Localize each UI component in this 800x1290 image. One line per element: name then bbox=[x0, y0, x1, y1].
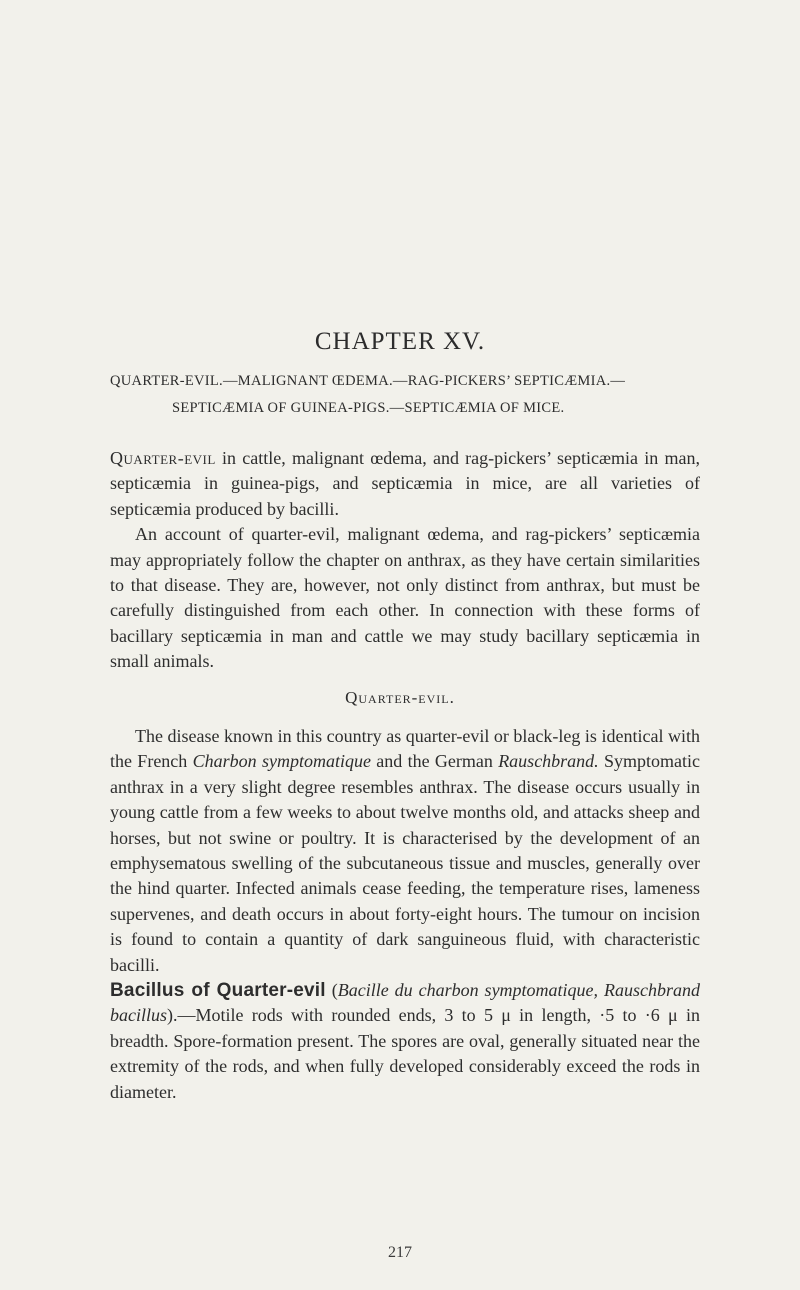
intro-paragraph-1-body: in cattle, malignant œdema, and rag-pickers’ septicæmia in man, septicæmia in guinea-pigs, and septicæmia in mice, are all varieties of septicæmia produced by bacilli. bbox=[110, 448, 700, 519]
bacillus-text-run: ( bbox=[325, 980, 338, 1001]
intro-paragraph-2: An account of quarter-evil, malignant œdema, and rag-pickers’ septicæmia may appropriately follow the chapter on anthrax, as they have certain similarities to that disease. They are, however, not only distinct from anthrax, but must be carefully distinguished from each other. In connection with these forms of bacillary septicæmia in man and cattle we may study bacillary septicæmia in small animals. bbox=[110, 524, 700, 672]
bacillus-heading: Bacillus of Quarter-evil bbox=[110, 980, 326, 1002]
bacillus-description: —Motile rods with rounded ends, 3 to 5 μ in length, ·5 to ·6 μ in breadth. Spore-formation present. The spores are oval, generally situated near the extremity of the rods, and when fully developed considerably exceed the rods in diameter. bbox=[110, 1005, 700, 1102]
section-text-run: The disease known in this country as quarter-evil or black-leg is identical with the French bbox=[110, 726, 700, 772]
chapter-title: CHAPTER XV. bbox=[314, 328, 486, 355]
section-paragraph-1 bbox=[110, 724, 700, 978]
bacillus-text-run: ). bbox=[167, 1005, 178, 1026]
intro-lead-term: Quarter-evil bbox=[110, 448, 216, 468]
german-term: Rauschbrand. bbox=[498, 751, 599, 772]
chapter-summary-line-1: QUARTER-EVIL.—MALIGNANT ŒDEMA.—RAG-PICKERS’ SEPTICÆMIA.— bbox=[110, 373, 626, 389]
page-number: 217 bbox=[388, 1244, 412, 1261]
section-text-run: Symptomatic anthrax in a very slight degree resembles anthrax. The disease occurs usually in young cattle from a few weeks to about twelve months old, and attacks sheep and horses, but not swine or poultry. It is characterised by the development of an emphysematous swelling of the subcutaneous tissue and muscles, generally over the hind quarter. Infected animals cease feeding, the temperature rises, lameness supervenes, and death occurs in about forty-eight hours. The tumour on incision is found to contain a quantity of dark sanguineous fluid, with characteristic bacilli. bbox=[110, 751, 701, 975]
section-text bbox=[110, 724, 700, 1105]
intro-text bbox=[110, 446, 700, 675]
bacillus-synonyms: Bacille du charbon symptomatique, Rauschbrand bacillus bbox=[110, 980, 701, 1026]
section-text-run: and the German bbox=[370, 751, 499, 772]
intro-paragraph-1 bbox=[110, 446, 700, 522]
chapter-summary-line-2: SEPTICÆMIA OF GUINEA-PIGS.—SEPTICÆMIA OF MICE. bbox=[172, 400, 565, 416]
section-heading: Quarter-evil. bbox=[345, 688, 455, 707]
bacillus-paragraph bbox=[110, 978, 700, 1105]
french-term: Charbon symptomatique bbox=[192, 751, 371, 772]
